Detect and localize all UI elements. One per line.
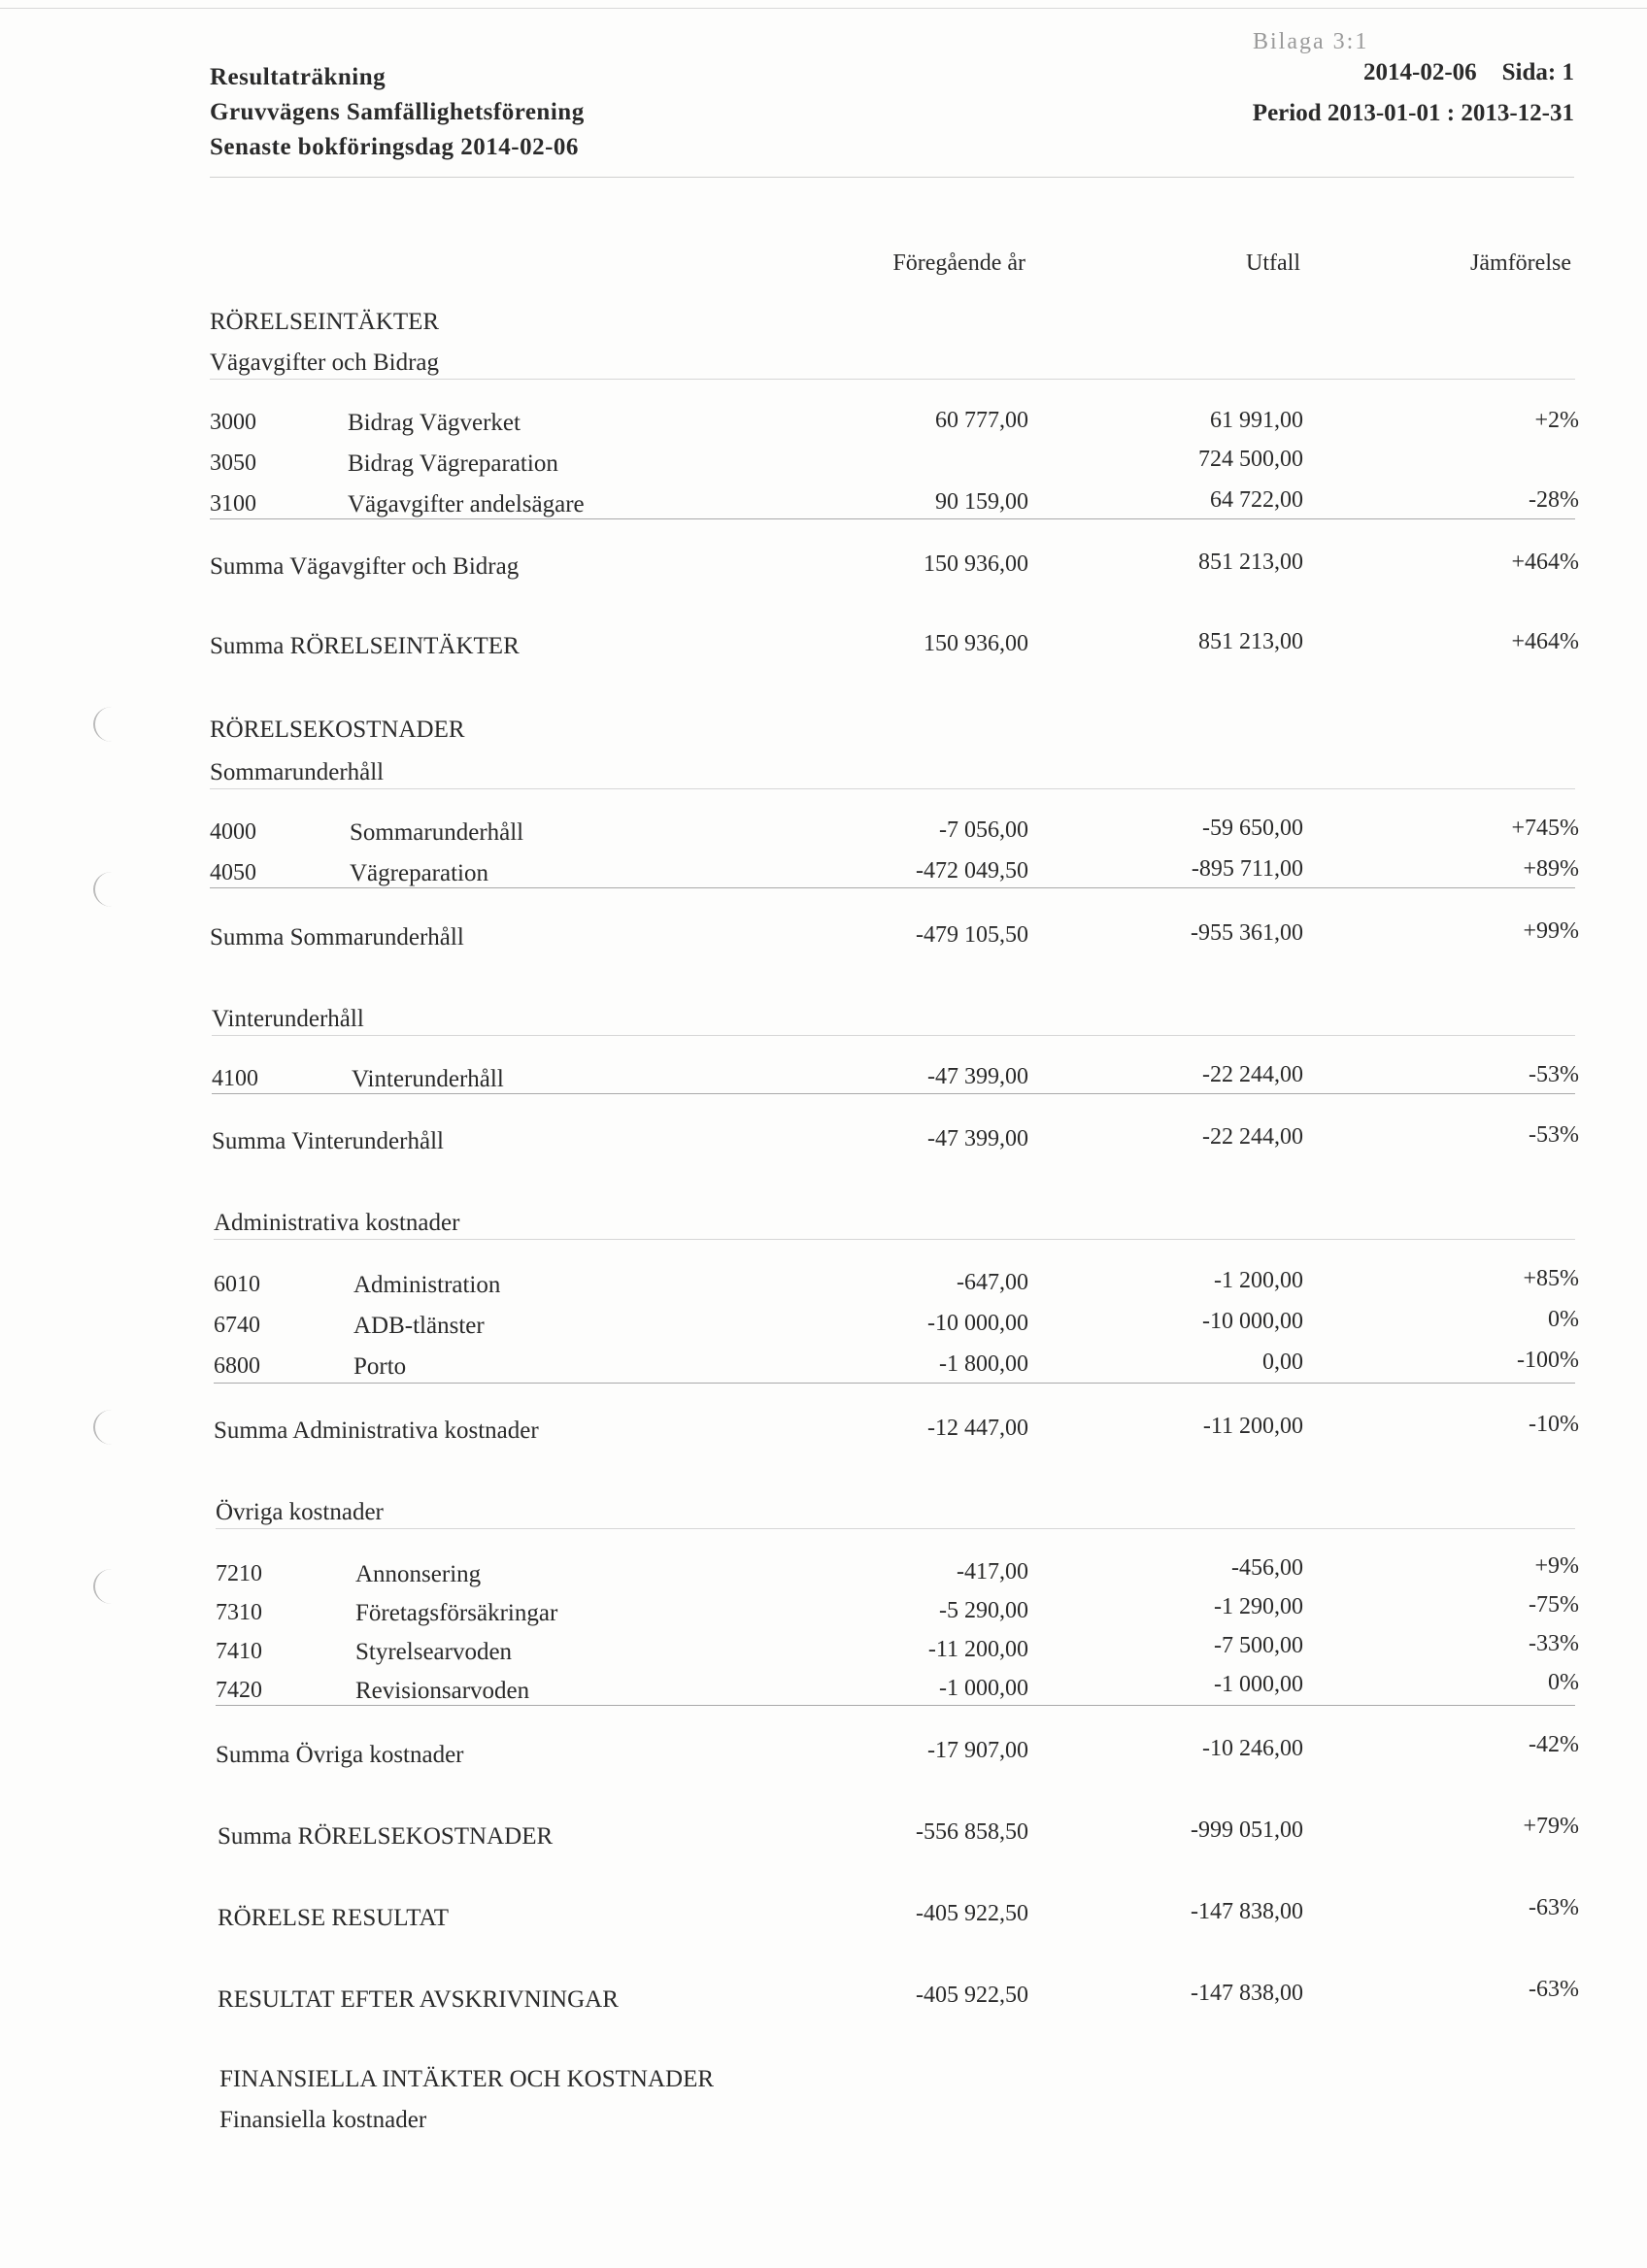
actual-value: -1 200,00: [1214, 1268, 1303, 1293]
row-divider: [212, 1093, 1575, 1094]
financial-section-title: FINANSIELLA INTÄKTER OCH KOSTNADER: [219, 2066, 715, 2092]
actual-sum: -999 051,00: [1191, 1818, 1303, 1843]
actual-sum: 851 213,00: [1198, 629, 1303, 654]
previous-year-result: -405 922,50: [916, 1983, 1028, 2008]
appendix-stamp: Bilaga 3:1: [1253, 29, 1369, 54]
comparison-value: -53%: [1529, 1062, 1579, 1087]
comparison-sum: -42%: [1529, 1732, 1579, 1757]
actual-value: -1 290,00: [1214, 1594, 1303, 1619]
previous-year-value: -47 399,00: [927, 1064, 1028, 1089]
punch-hole-mark: [93, 1410, 130, 1445]
group-title-admin: Administrativa kostnader: [214, 1210, 460, 1236]
report-header-right: [1253, 52, 1574, 134]
comparison-value: -33%: [1529, 1631, 1579, 1656]
account-code: 6010: [214, 1272, 260, 1297]
actual-result: -147 838,00: [1191, 1899, 1303, 1924]
account-name: ADB-tlänster: [353, 1313, 485, 1339]
comparison-value: +89%: [1523, 856, 1579, 882]
actual-value: -456,00: [1231, 1555, 1303, 1581]
actual-value: -895 711,00: [1191, 856, 1303, 882]
previous-year-sum: 150 936,00: [924, 631, 1028, 656]
comparison-sum: -10%: [1529, 1412, 1579, 1437]
comparison-value: -28%: [1529, 487, 1579, 513]
previous-year-value: -1 000,00: [939, 1676, 1028, 1701]
previous-year-value: -11 200,00: [927, 1637, 1028, 1662]
actual-sum: -11 200,00: [1202, 1414, 1303, 1439]
comparison-result: -63%: [1529, 1977, 1579, 2002]
previous-year-value: -7 056,00: [939, 817, 1028, 843]
report-title: Resultaträkning: [210, 64, 387, 90]
actual-value: -22 244,00: [1202, 1062, 1303, 1087]
account-name: Vägreparation: [350, 860, 488, 886]
account-code: 7310: [216, 1600, 262, 1625]
account-name: Revisionsarvoden: [355, 1678, 530, 1704]
actual-value: 0,00: [1262, 1350, 1303, 1375]
actual-sum: -22 244,00: [1202, 1124, 1303, 1150]
result-label: RÖRELSE RESULTAT: [218, 1905, 450, 1931]
previous-year-value: -10 000,00: [927, 1311, 1028, 1336]
account-code: 3000: [210, 410, 256, 435]
report-period: Period 2013-01-01 : 2013-12-31: [1252, 100, 1574, 126]
previous-year-value: 60 777,00: [935, 408, 1028, 433]
punch-hole-mark: [93, 872, 130, 907]
actual-value: 724 500,00: [1198, 447, 1303, 472]
account-name: Annonsering: [355, 1561, 482, 1587]
actual-value: -10 000,00: [1202, 1309, 1303, 1334]
result-label: RESULTAT EFTER AVSKRIVNINGAR: [218, 1986, 619, 2013]
group-divider: [214, 1239, 1575, 1240]
sum-label: Summa RÖRELSEINTÄKTER: [210, 633, 520, 659]
actual-value: 64 722,00: [1210, 487, 1303, 513]
actual-value: -7 500,00: [1214, 1633, 1303, 1658]
previous-year-value: -647,00: [957, 1270, 1028, 1295]
column-header-actual: Utfall: [1246, 250, 1300, 276]
previous-year-sum: -17 907,00: [927, 1738, 1028, 1763]
account-name: Bidrag Vägreparation: [348, 450, 558, 477]
row-divider: [214, 1383, 1575, 1384]
organization-name: Gruvvägens Samfällighetsförening: [210, 99, 585, 125]
account-name: Vinterunderhåll: [352, 1066, 504, 1092]
comparison-sum: +464%: [1511, 550, 1579, 575]
sum-label: Summa Vägavgifter och Bidrag: [210, 553, 520, 580]
cost-section-title: RÖRELSEKOSTNADER: [210, 717, 465, 743]
account-code: 3100: [210, 491, 256, 517]
punch-hole-mark: [93, 1569, 130, 1604]
report-header-left: [210, 60, 585, 165]
group-divider: [216, 1528, 1575, 1529]
actual-sum: -955 361,00: [1191, 920, 1303, 946]
previous-year-sum: -12 447,00: [927, 1416, 1028, 1441]
group-title-winter: Vinterunderhåll: [212, 1006, 364, 1032]
previous-year-value: -472 049,50: [916, 858, 1028, 884]
actual-result: -147 838,00: [1191, 1981, 1303, 2006]
group-divider: [210, 788, 1575, 789]
previous-year-value: -5 290,00: [939, 1598, 1028, 1623]
comparison-value: 0%: [1548, 1307, 1579, 1332]
comparison-sum: +464%: [1511, 629, 1579, 654]
account-code: 7420: [216, 1678, 262, 1703]
sum-label: Summa RÖRELSEKOSTNADER: [218, 1823, 554, 1850]
account-code: 6740: [214, 1313, 260, 1338]
previous-year-sum: -479 105,50: [916, 922, 1028, 948]
comparison-value: -100%: [1517, 1348, 1579, 1373]
report-date: 2014-02-06: [1363, 59, 1477, 85]
actual-value: 61 991,00: [1210, 408, 1303, 433]
previous-year-sum: -556 858,50: [916, 1819, 1028, 1845]
column-header-previous-year: Föregående år: [892, 250, 1025, 276]
row-divider: [216, 1705, 1575, 1706]
group-title-road-fees: Vägavgifter och Bidrag: [210, 350, 440, 376]
previous-year-result: -405 922,50: [916, 1901, 1028, 1926]
group-title-financial-costs: Finansiella kostnader: [219, 2107, 427, 2133]
account-name: Administration: [353, 1272, 501, 1298]
previous-year-value: -1 800,00: [939, 1351, 1028, 1377]
comparison-sum: +79%: [1523, 1814, 1579, 1839]
account-code: 7210: [216, 1561, 262, 1586]
top-edge-line: [0, 8, 1647, 9]
group-title-summer: Sommarunderhåll: [210, 759, 385, 785]
account-code: 6800: [214, 1353, 260, 1379]
comparison-result: -63%: [1529, 1895, 1579, 1920]
account-name: Styrelsearvoden: [355, 1639, 513, 1665]
comparison-value: 0%: [1548, 1670, 1579, 1695]
sum-label: Summa Sommarunderhåll: [210, 924, 464, 951]
actual-value: -1 000,00: [1214, 1672, 1303, 1697]
account-code: 3050: [210, 450, 256, 476]
column-header-comparison: Jämförelse: [1470, 250, 1571, 276]
previous-year-sum: 150 936,00: [924, 551, 1028, 577]
comparison-value: -75%: [1529, 1592, 1579, 1618]
comparison-value: +2%: [1534, 408, 1579, 433]
account-code: 7410: [216, 1639, 262, 1664]
comparison-value: +85%: [1523, 1266, 1579, 1291]
sum-label: Summa Vinterunderhåll: [212, 1128, 444, 1154]
sum-label: Summa Övriga kostnader: [216, 1742, 464, 1768]
header-divider: [210, 177, 1574, 178]
row-divider: [210, 887, 1575, 888]
page-number: Sida: 1: [1501, 59, 1574, 85]
account-code: 4050: [210, 860, 256, 885]
account-name: Bidrag Vägverket: [348, 410, 521, 436]
account-name: Porto: [353, 1353, 407, 1380]
actual-sum: 851 213,00: [1198, 550, 1303, 575]
actual-sum: -10 246,00: [1202, 1736, 1303, 1761]
previous-year-sum: -47 399,00: [927, 1126, 1028, 1151]
group-title-other: Övriga kostnader: [216, 1499, 384, 1525]
previous-year-value: 90 159,00: [935, 489, 1028, 515]
group-divider: [212, 1035, 1575, 1036]
sum-label: Summa Administrativa kostnader: [214, 1418, 539, 1444]
account-code: 4100: [212, 1066, 258, 1091]
income-section-title: RÖRELSEINTÄKTER: [210, 309, 440, 335]
punch-hole-mark: [93, 707, 130, 742]
account-name: Vägavgifter andelsägare: [348, 491, 585, 517]
comparison-sum: +99%: [1523, 918, 1579, 944]
comparison-value: +745%: [1511, 816, 1579, 841]
comparison-sum: -53%: [1529, 1122, 1579, 1148]
last-booking-date: Senaste bokföringsdag 2014-02-06: [210, 134, 579, 160]
account-name: Företagsförsäkringar: [355, 1600, 558, 1626]
account-name: Sommarunderhåll: [350, 819, 524, 846]
account-code: 4000: [210, 819, 256, 845]
group-divider: [210, 379, 1575, 380]
comparison-value: +9%: [1534, 1553, 1579, 1579]
previous-year-value: -417,00: [957, 1559, 1028, 1584]
actual-value: -59 650,00: [1202, 816, 1303, 841]
row-divider: [210, 518, 1575, 519]
